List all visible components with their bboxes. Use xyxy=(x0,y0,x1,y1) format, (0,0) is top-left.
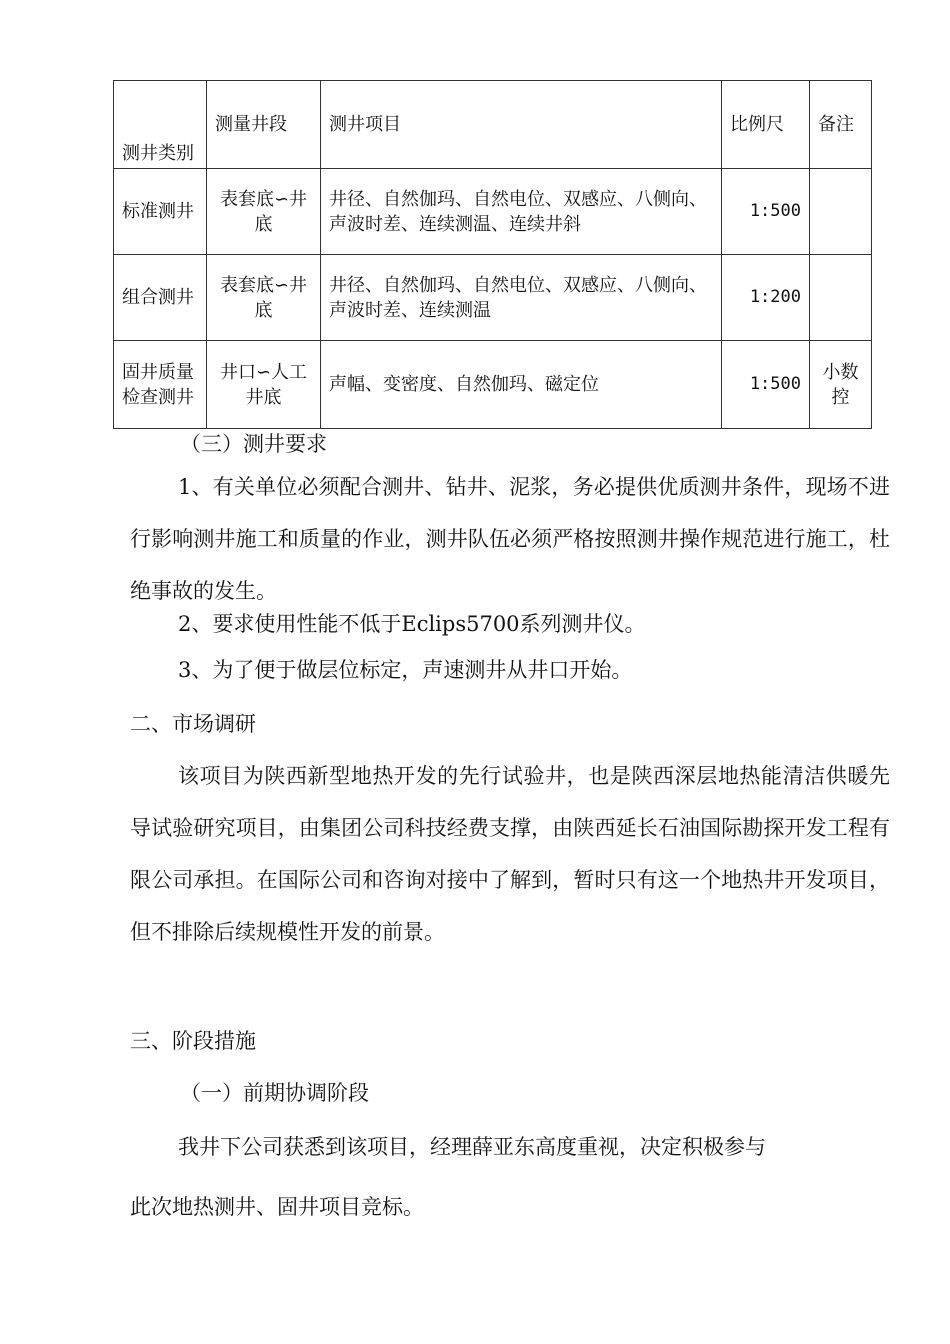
market-paragraph: 该项目为陕西新型地热开发的先行试验井，也是陕西深层地热能清洁供暖先导试验研究项目，由集团公司科技经费支撑，由陕西延长石油国际勘探开发工程有限公司承担。在国际公司和咨询对接中了解到，暂时只有这一个地热井开发项目，但不排除后续规模性开发的前景。 xyxy=(130,764,890,944)
requirement-1: 1、有关单位必须配合测井、钻井、泥浆，务必提供优质测井条件，现场不进行影响测井施工和质量的作业，测井队伍必须严格按照测井操作规范进行施工，杜绝事故的发生。 xyxy=(130,475,890,603)
header-category: 测井类别 xyxy=(114,81,207,169)
row-scale: 1:500 xyxy=(722,341,810,429)
row-scale: 1:200 xyxy=(722,255,810,341)
row-scale: 1:500 xyxy=(722,169,810,255)
header-range: 测量井段 xyxy=(207,81,321,169)
table-row xyxy=(114,169,872,255)
requirement-3: 3、为了便于做层位标定，声速测井从井口开始。 xyxy=(178,658,633,682)
coordination-line-2: 此次地热测井、固井项目竞标。 xyxy=(130,1195,424,1219)
section-3-heading: （三）测井要求 xyxy=(180,432,327,456)
header-note: 备注 xyxy=(810,81,872,169)
row-note: 小数控 xyxy=(810,341,872,429)
row-items: 井径、自然伽玛、自然电位、双感应、八侧向、声波时差、连续测温、连续井斜 xyxy=(321,169,722,255)
row-category: 组合测井 xyxy=(114,255,207,341)
row-items: 井径、自然伽玛、自然电位、双感应、八侧向、声波时差、连续测温 xyxy=(321,255,722,341)
table-row xyxy=(114,255,872,341)
row-range: 表套底∽井底 xyxy=(207,169,321,255)
row-range: 表套底∽井底 xyxy=(207,255,321,341)
logging-table xyxy=(113,80,872,429)
heading-stage-measures: 三、阶段措施 xyxy=(130,1029,256,1053)
table-header-row xyxy=(114,81,872,169)
requirement-2: 2、要求使用性能不低于Eclips5700系列测井仪。 xyxy=(178,612,646,636)
row-items: 声幅、变密度、自然伽玛、磁定位 xyxy=(321,341,722,429)
heading-market-research: 二、市场调研 xyxy=(130,712,256,736)
sub-heading-coordination: （一）前期协调阶段 xyxy=(180,1081,369,1105)
row-note xyxy=(810,169,872,255)
row-range: 井口∽人工井底 xyxy=(207,341,321,429)
header-items: 测井项目 xyxy=(321,81,722,169)
coordination-line-1: 我井下公司获悉到该项目，经理薛亚东高度重视，决定积极参与 xyxy=(178,1135,766,1159)
row-note xyxy=(810,255,872,341)
table-row xyxy=(114,341,872,429)
row-category: 标准测井 xyxy=(114,169,207,255)
row-category: 固井质量检查测井 xyxy=(114,341,207,429)
header-scale: 比例尺 xyxy=(722,81,810,169)
